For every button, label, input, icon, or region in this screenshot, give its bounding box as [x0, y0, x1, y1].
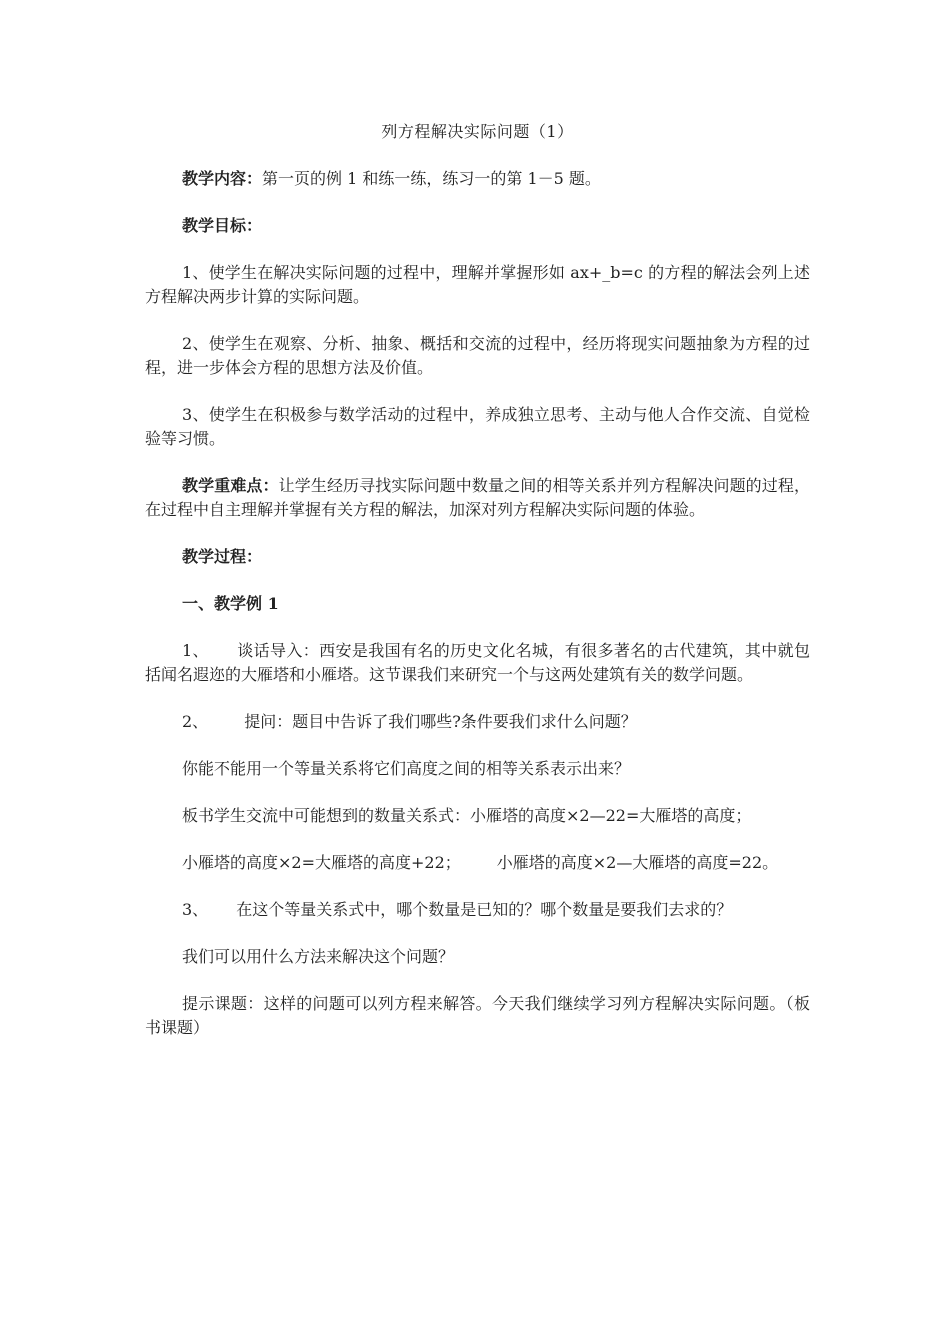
process-heading: 教学过程：: [182, 547, 263, 566]
step-3: [145, 898, 810, 922]
step-2: [145, 710, 810, 734]
relation-a: 小雁塔的高度×2=大雁塔的高度+22；: [182, 853, 461, 872]
board-relation-1: 板书学生交流中可能想到的数量关系式：小雁塔的高度×2—22=大雁塔的高度；: [182, 806, 752, 825]
relation-b: 小雁塔的高度×2—大雁塔的高度=22。: [496, 853, 779, 872]
step-number: 1、: [182, 641, 209, 660]
objectives-heading: 教学目标：: [182, 216, 263, 235]
objective-item: 2、使学生在观察、分析、抽象、概括和交流的过程中，经历将现实问题抽象为方程的过程，进一步体会方程的思想方法及价值。: [145, 334, 810, 377]
teaching-content-text: 第一页的例 1 和练一练，练习一的第 1－5 题。: [262, 169, 601, 188]
objective-item: 3、使学生在积极参与数学活动的过程中，养成独立思考、主动与他人合作交流、自觉检验等习惯。: [145, 405, 810, 448]
document-title: 列方程解决实际问题（1）: [381, 122, 574, 141]
step-text: 提问：题目中告诉了我们哪些?条件要我们求什么问题？: [244, 712, 637, 731]
step-number: 2、: [182, 712, 209, 731]
method-question: 我们可以用什么方法来解决这个问题？: [182, 947, 455, 966]
board-relation-2: [145, 851, 810, 875]
step-text: 谈话导入：西安是我国有名的历史文化名城，有很多著名的古代建筑，其中就包括闻名遐迩的大雁塔和小雁塔。这节课我们来研究一个与这两处建筑有关的数学问题。: [145, 641, 810, 684]
section-heading: 一、教学例 1: [182, 594, 279, 613]
key-points-label: 教学重难点：: [182, 476, 279, 495]
objective-item: 1、使学生在解决实际问题的过程中，理解并掌握形如 ax+_b=c 的方程的解法会列上述方程解决两步计算的实际问题。: [145, 263, 810, 306]
teaching-content-label: 教学内容：: [182, 169, 263, 188]
step-text: 在这个等量关系式中，哪个数量是已知的？哪个数量是要我们去求的？: [236, 900, 733, 919]
question-text: 你能不能用一个等量关系将它们高度之间的相等关系表示出来？: [182, 759, 631, 778]
key-points-text: 让学生经历寻找实际问题中数量之间的相等关系并列方程解决问题的过程，在过程中自主理解并掌握有关方程的解法，加深对列方程解决实际问题的体验。: [145, 476, 810, 519]
teaching-content: [145, 167, 810, 191]
document-page: [145, 120, 810, 1063]
step-1: [145, 639, 810, 687]
key-points: [145, 474, 810, 522]
hint-text: 提示课题：这样的问题可以列方程来解答。今天我们继续学习列方程解决实际问题。（板书课题）: [145, 994, 810, 1037]
step-number: 3、: [182, 900, 209, 919]
